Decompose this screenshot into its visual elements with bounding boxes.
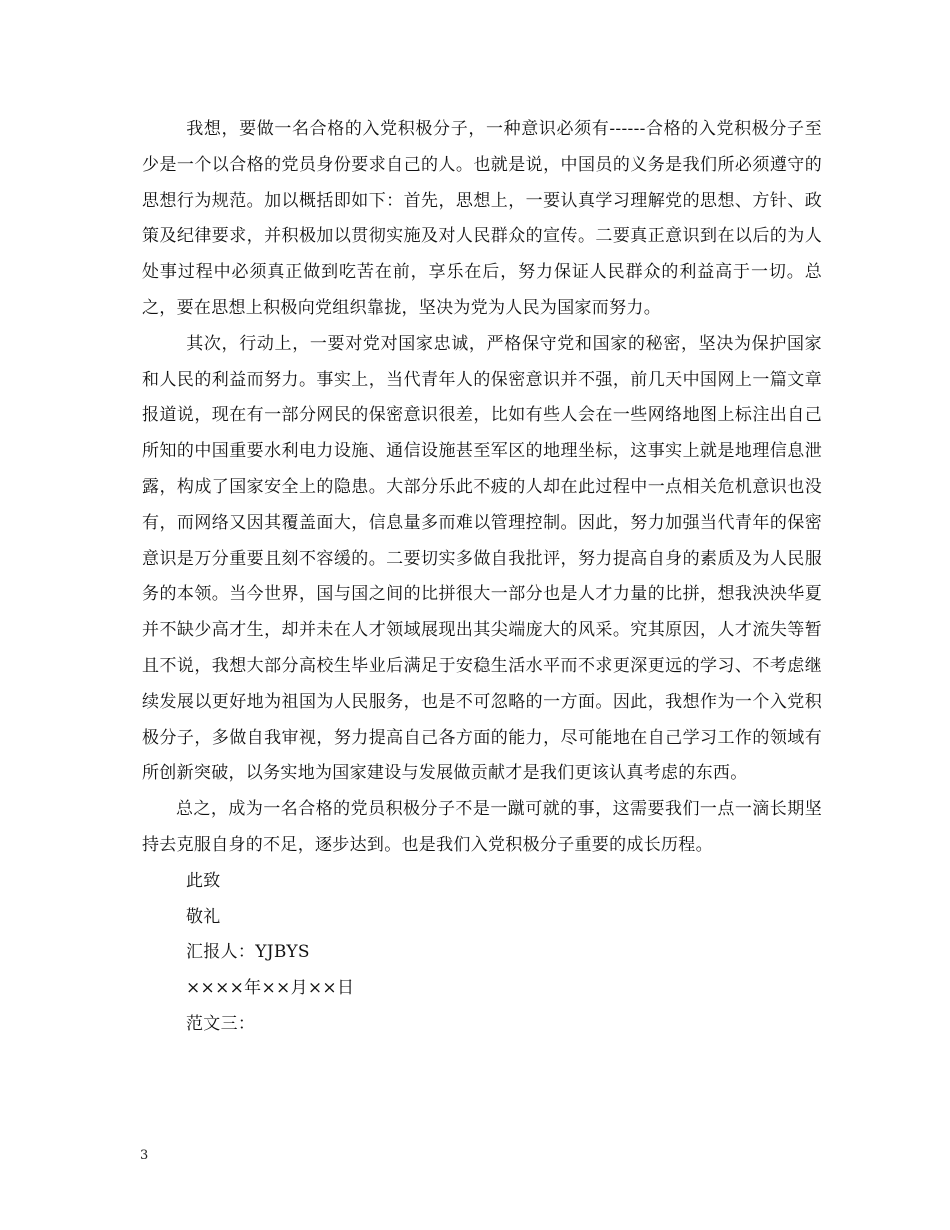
next-section-heading: 范文三：	[186, 1013, 256, 1034]
closing-regards: 敬礼	[186, 906, 221, 927]
document-body	[142, 112, 822, 1043]
reporter-line: 汇报人：YJBYS	[186, 942, 310, 963]
closing-salutation: 此致	[186, 870, 221, 891]
paragraph-3: 总之，成为一名合格的党员积极分子不是一蹴可就的事，这需要我们一点一滴长期坚持去克服自身的不足，逐步达到。也是我们入党积极分子重要的成长历程。	[142, 799, 822, 855]
paragraph-1: 我想，要做一名合格的入党积极分子，一种意识必须有------合格的入党积极分子至少是一个以合格的党员身份要求自己的人。也就是说，中国员的义务是我们所必须遵守的思想行为规范。加以概括即如下：首先，思想上，一要认真学习理解党的思想、方针、政策及纪律要求，并积极加以贯彻实施及对人民群众的宣传。二要真正意识到在以后的为人处事过程中必须真正做到吃苦在前，享乐在后，努力保证人民群众的利益高于一切。总之，要在思想上积极向党组织靠拢，坚决为党为人民为国家而努力。	[142, 119, 822, 318]
page-number: 3	[140, 1148, 149, 1163]
date-line: ××××年××月××日	[186, 978, 355, 999]
paragraph-2: 其次，行动上，一要对党对国家忠诚，严格保守党和国家的秘密，坚决为保护国家和人民的利益而努力。事实上，当代青年人的保密意识并不强，前几天中国网上一篇文章报道说，现在有一部分网民的保密意识很差，比如有些人会在一些网络地图上标注出自己所知的中国重要水利电力设施、通信设施甚至军区的地理坐标，这事实上就是地理信息泄露，构成了国家安全上的隐患。大部分乐此不疲的人却在此过程中一点相关危机意识也没有，而网络又因其覆盖面大，信息量多而难以管理控制。因此，努力加强当代青年的保密意识是万分重要且刻不容缓的。二要切实多做自我批评，努力提高自身的素质及为人民服务的本领。当今世界，国与国之间的比拼很大一部分也是人才力量的比拼，想我泱泱华夏并不缺少高才生，却并未在人才领域展现出其尖端庞大的风采。究其原因，人才流失等暂且不说，我想大部分高校生毕业后满足于安稳生活水平而不求更深更远的学习、不考虑继续发展以更好地为祖国为人民服务，也是不可忽略的一方面。因此，我想作为一个入党积极分子，多做自我审视，努力提高自己各方面的能力，尽可能地在自己学习工作的领域有所创新突破，以务实地为国家建设与发展做贡献才是我们更该认真考虑的东西。	[142, 333, 822, 784]
